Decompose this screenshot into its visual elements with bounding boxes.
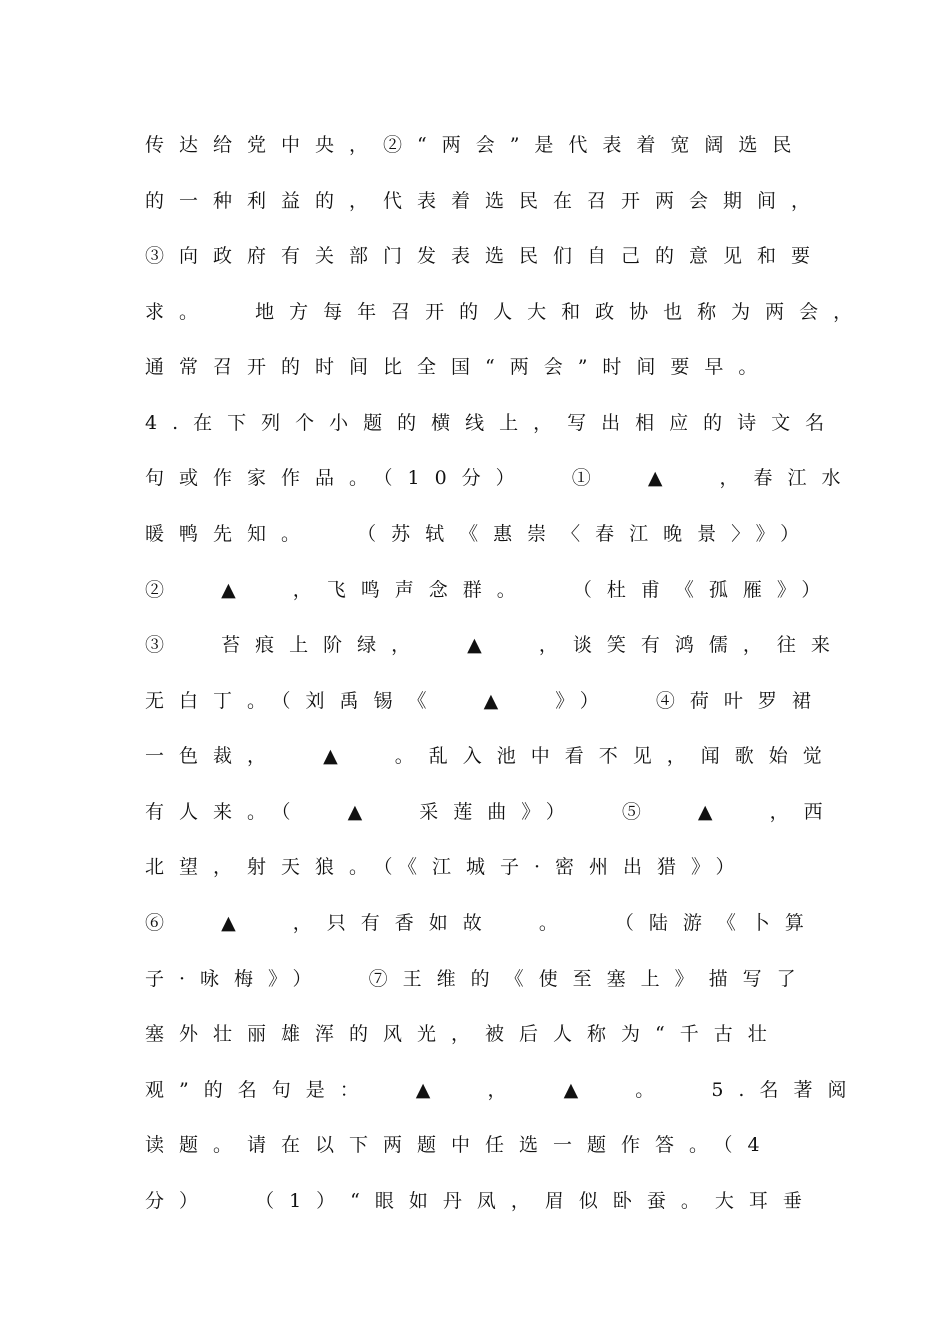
text-line: 传达给党中央，②“两会”是代表着宽阔选民 xyxy=(145,134,807,156)
text-line: 观”的名句是： ▲ ， ▲ 。 5.名著阅 xyxy=(145,1079,862,1101)
text-line: ⑥ ▲ ，只有香如故 。 （陆游《卜算 xyxy=(145,912,819,934)
text-line: 有人来。（ ▲ 采莲曲》） ⑤ ▲ ，西 xyxy=(145,801,838,823)
text-line: 暖鸭先知。 （苏轼《惠崇〈春江晚景〉》） xyxy=(145,523,815,545)
text-line: 句或作家作品。（10分） ① ▲ ，春江水 xyxy=(145,467,856,489)
text-line: ② ▲ ，飞鸣声念群。 （杜甫《孤雁》） xyxy=(145,579,836,601)
text-line: 北望，射天狼。（《江城子·密州出猎》） xyxy=(145,856,750,878)
text-line: 分） （1）“眼如丹凤，眉似卧蚕。大耳垂 xyxy=(145,1190,817,1212)
text-line: 的一种利益的，代表着选民在召开两会期间， xyxy=(145,190,826,212)
text-line: 求。 地方每年召开的人大和政协也称为两会， xyxy=(145,301,868,323)
text-line: 子·咏梅》） ⑦王维的《使至塞上》描写了 xyxy=(145,968,811,990)
text-line: 无白丁。（刘禹锡《 ▲ 》） ④荷叶罗裙 xyxy=(145,690,826,712)
text-line: 一色裁， ▲ 。乱入池中看不见，闻歌始觉 xyxy=(145,745,837,767)
text-line: 4.在下列个小题的横线上，写出相应的诗文名 xyxy=(145,412,840,434)
text-line: ③向政府有关部门发表选民们自己的意见和要 xyxy=(145,245,826,267)
text-line: 读题。请在以下两题中任选一题作答。（4 xyxy=(145,1134,775,1156)
text-line: 通常召开的时间比全国“两会”时间要早。 xyxy=(145,356,773,378)
text-line: ③ 苔痕上阶绿， ▲ ，谈笑有鸿儒，往来 xyxy=(145,634,845,656)
text-line: 塞外壮丽雄浑的风光，被后人称为“千古壮 xyxy=(145,1023,782,1045)
